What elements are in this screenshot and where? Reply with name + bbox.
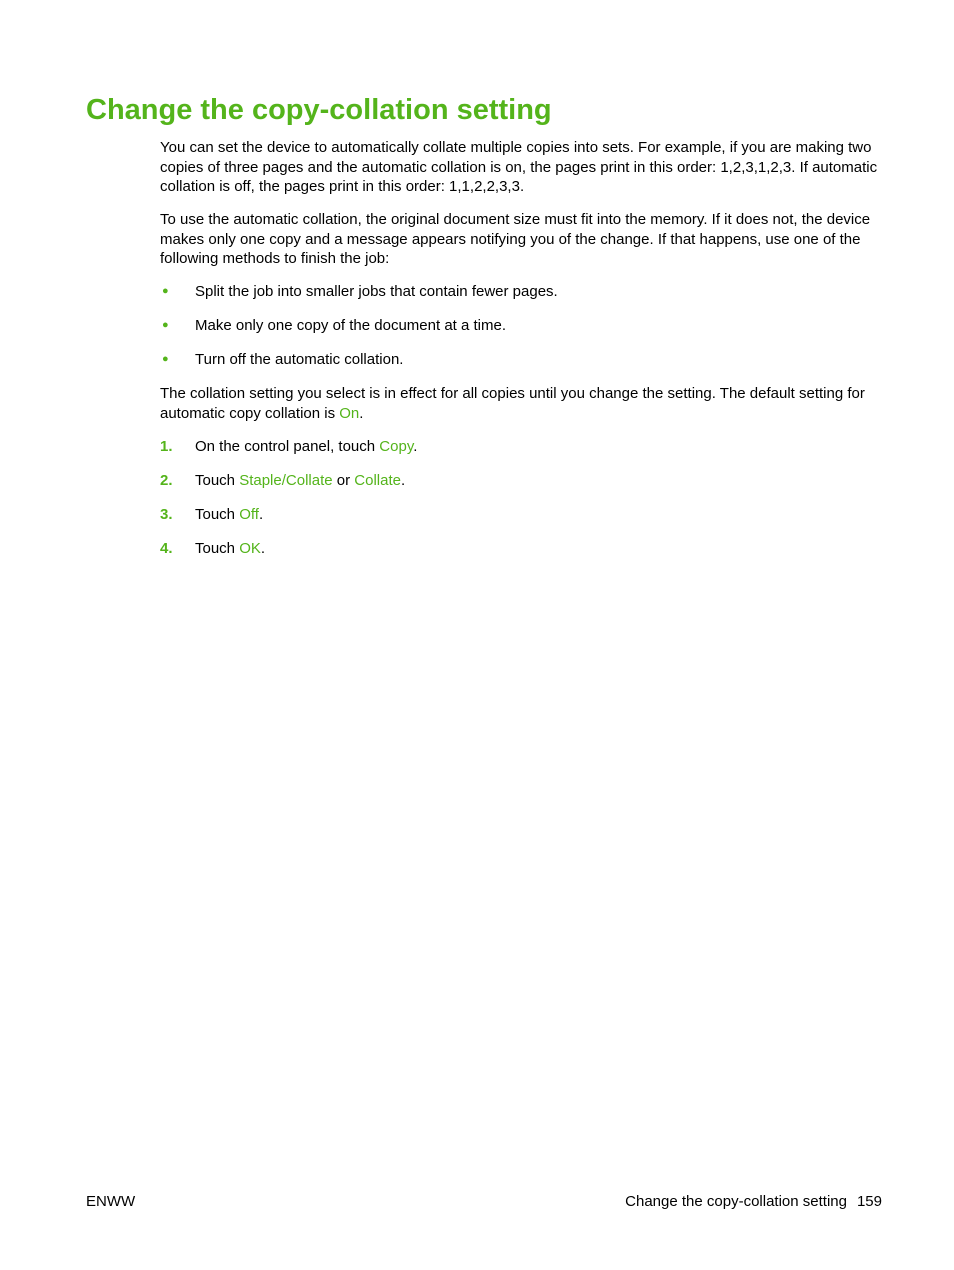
list-item-text: Turn off the automatic collation. xyxy=(195,351,404,368)
bullet-icon: ● xyxy=(162,285,169,297)
sentence-end: . xyxy=(401,471,406,489)
sentence-end: . xyxy=(260,539,266,557)
steps-list xyxy=(160,437,884,559)
step-text xyxy=(195,438,417,455)
step-number: 2. xyxy=(160,471,173,489)
list-item-text: Split the job into smaller jobs that contain fewer pages. xyxy=(195,283,558,300)
collate-option: Collate xyxy=(354,471,401,489)
sentence-end: . xyxy=(413,437,418,455)
off-option: Off xyxy=(239,505,259,523)
copy-option: Copy xyxy=(379,437,414,455)
step-number: 4. xyxy=(160,539,173,557)
staple-collate-option: Staple/Collate xyxy=(239,471,333,489)
memory-paragraph: To use the automatic collation, the original document size must fit into the memory. If it does not, the device makes only one copy and a message appears notifying you of the change. If that happens, use one of the following methods to finish the job: xyxy=(160,211,871,267)
step-text xyxy=(195,540,265,557)
footer-section-title: Change the copy-collation setting xyxy=(625,1193,847,1210)
sentence-end: . xyxy=(258,505,264,523)
step-number: 1. xyxy=(160,437,173,455)
default-setting-text: The collation setting you select is in effect for all copies until you change the setting. The default setting for automatic copy collation is xyxy=(160,385,865,422)
step-connector: or xyxy=(332,471,355,489)
list-item xyxy=(160,316,884,336)
step-item xyxy=(160,539,884,559)
list-item xyxy=(160,282,884,302)
step-text xyxy=(195,472,405,489)
intro-paragraph: You can set the device to automatically collate multiple copies into sets. For example, if you are making two copies of three pages and the automatic collation is on, the pages print in this order: 1,2,3,1,2,3. If automatic collation is off, the pages print in this order: 1,1,2,2,3,3. xyxy=(160,139,878,195)
footer-edition: ENWW xyxy=(86,1193,136,1210)
bullet-icon: ● xyxy=(162,353,169,365)
page-number: 159 xyxy=(856,1193,882,1210)
step-instruction: Touch xyxy=(195,505,240,523)
list-item-text: Make only one copy of the document at a time. xyxy=(195,317,507,334)
page-title: Change the copy-collation setting xyxy=(86,94,552,126)
step-item xyxy=(160,437,884,457)
default-setting-paragraph xyxy=(160,384,884,423)
step-item xyxy=(160,471,884,491)
footer-section xyxy=(625,1193,882,1210)
bullet-icon: ● xyxy=(162,319,169,331)
sentence-end: . xyxy=(359,404,364,422)
step-text xyxy=(195,506,263,523)
list-item xyxy=(160,350,884,370)
step-instruction: On the control panel, touch xyxy=(195,437,380,455)
bullet-list xyxy=(160,282,884,370)
step-item xyxy=(160,505,884,525)
ok-option: OK xyxy=(239,539,261,557)
default-value: On xyxy=(339,404,360,422)
step-number: 3. xyxy=(160,505,173,523)
main-content xyxy=(160,138,884,573)
step-instruction: Touch xyxy=(195,471,240,489)
step-instruction: Touch xyxy=(195,539,240,557)
